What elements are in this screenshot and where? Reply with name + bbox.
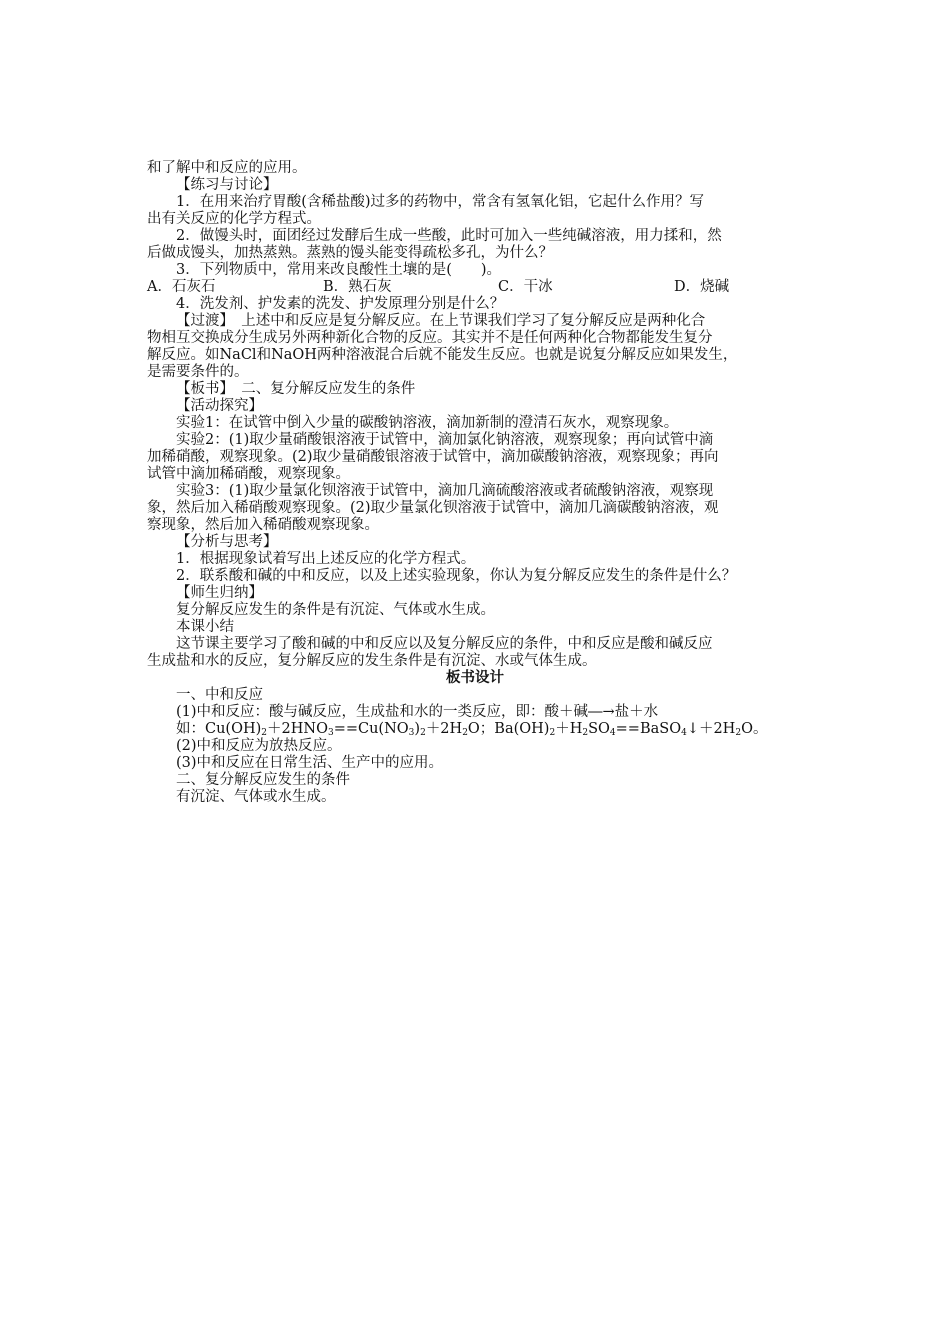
text-line: 和了解中和反应的应用。 (147, 160, 307, 176)
question-3: 3．下列物质中，常用来改良酸性土壤的是( )。 (176, 262, 502, 278)
experiment-1: 实验1：在试管中倒入少量的碳酸钠溶液，滴加新制的澄清石灰水，观察现象。 (176, 415, 679, 431)
text-line: 后做成馒头，加热蒸熟。蒸熟的馒头能变得疏松多孔，为什么？ (147, 245, 553, 261)
section-heading: 【活动探究】 (176, 398, 263, 414)
question-1: 1．在用来治疗胃酸(含稀盐酸)过多的药物中，常含有氢氧化铝，它起什么作用？写 (176, 194, 705, 210)
question-4: 4．洗发剂、护发素的洗发、护发原理分别是什么？ (176, 296, 505, 312)
board-item-2: 二、复分解反应发生的条件 (176, 772, 350, 788)
option-c: C．干冰 (498, 279, 553, 295)
question-2: 2．做馒头时，面团经过发酵后生成一些酸，此时可加入一些纯碱溶液，用力揉和，然 (176, 228, 722, 244)
conclusion: 复分解反应发生的条件是有沉淀、气体或水生成。 (176, 602, 495, 618)
text-line: 物相互交换成分生成另外两种新化合物的反应。其实并不是任何两种化合物都能发生复分 (147, 330, 713, 346)
text-line: 生成盐和水的反应，复分解反应的发生条件是有沉淀、水或气体生成。 (147, 653, 597, 669)
analysis-2: 2．联系酸和碱的中和反应，以及上述实验现象，你认为复分解反应发生的条件是什么？ (176, 568, 737, 584)
transition-paragraph: 【过渡】 上述中和反应是复分解反应。在上节课我们学习了复分解反应是两种化合 (176, 313, 706, 329)
option-a: A．石灰石 (147, 279, 216, 295)
analysis-1: 1．根据现象试着写出上述反应的化学方程式。 (176, 551, 476, 567)
answer-options (147, 279, 787, 296)
summary-text: 这节课主要学习了酸和碱的中和反应以及复分解反应的条件，中和反应是酸和碱反应 (176, 636, 713, 652)
board-design-title: 板书设计 (446, 670, 504, 686)
chemical-equation-line: 如：$Cu(OH)_2+2HNO_3==Cu(NO_3)_2+2H_2O$；$Ba(OH)_2+H_2SO_4==BaSO_4↓+2H_2O$。 (176, 721, 768, 738)
board-item-1-2: (2)中和反应为放热反应。 (176, 738, 342, 754)
text-line: 试管中滴加稀硝酸，观察现象。 (147, 466, 350, 482)
section-heading: 【练习与讨论】 (176, 177, 278, 193)
board-item-1-1: (1)中和反应：酸与碱反应，生成盐和水的一类反应，即：酸＋碱―→盐＋水 (176, 704, 659, 720)
text-line: 加稀硝酸，观察现象。(2)取少量硝酸银溶液于试管中，滴加碳酸钠溶液，观察现象；再向 (147, 449, 719, 465)
text-line: 是需要条件的。 (147, 364, 249, 380)
board-item-1: 一、中和反应 (176, 687, 263, 703)
option-d: D．烧碱 (674, 279, 730, 295)
board-item-1-3: (3)中和反应在日常生活、生产中的应用。 (176, 755, 444, 771)
section-heading: 【师生归纳】 (176, 585, 263, 601)
text-line: 象，然后加入稀硝酸观察现象。(2)取少量氯化钡溶液于试管中，滴加几滴碳酸钠溶液，观 (147, 500, 719, 516)
experiment-3: 实验3：(1)取少量氯化钡溶液于试管中，滴加几滴硫酸溶液或者硫酸钠溶液，观察现 (176, 483, 714, 499)
experiment-2: 实验2：(1)取少量硝酸银溶液于试管中，滴加氯化钠溶液，观察现象；再向试管中滴 (176, 432, 714, 448)
summary-heading: 本课小结 (176, 619, 234, 635)
text-line: 解反应。如NaCl和NaOH两种溶液混合后就不能发生反应。也就是说复分解反应如果发生， (147, 347, 738, 363)
board-item-2-text: 有沉淀、气体或水生成。 (176, 789, 336, 805)
text-line: 出有关反应的化学方程式。 (147, 211, 321, 227)
text-line: 察现象，然后加入稀硝酸观察现象。 (147, 517, 379, 533)
option-b: B．熟石灰 (323, 279, 392, 295)
board-heading: 【板书】 二、复分解反应发生的条件 (176, 381, 416, 397)
section-heading: 【分析与思考】 (176, 534, 278, 550)
